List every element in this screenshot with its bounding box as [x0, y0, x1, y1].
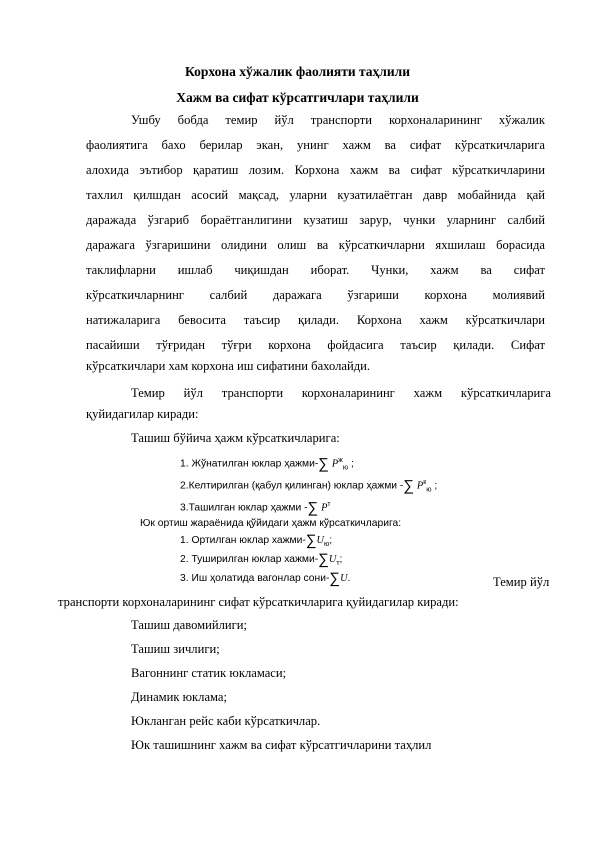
list-item: Динамик юклама; [131, 690, 228, 704]
paragraph-line: Темир йўл транспорти корхоналарининг хажм кўрсаткичларига [131, 386, 551, 400]
formula-line-3: 3.Ташилган юклар ҳажми -∑ $P^т$ [180, 499, 331, 517]
paragraph-line: Ушбу бобда темир йўл транспорти корхоналарининг хўжалик [131, 113, 545, 127]
paragraph-line: кўрсаткичларнинг салбий даражага ўзгариши корхона молиявий [86, 288, 545, 302]
section-title: Хажм ва сифат кўрсатгичлари таҳлили [176, 90, 419, 105]
formula-line-4: 1. Ортилган юклар хажми-$\sum U_ю$; [180, 532, 333, 549]
paragraph-line: таклифларни ишлаб чиқишдан иборат. Чунки, хажм ва сифат [86, 263, 545, 277]
list-item: Юкланган рейс каби кўрсаткичлар. [131, 714, 321, 728]
paragraph-line: кўрсаткичлари хам корхона иш сифатини бахолайди. [86, 359, 371, 373]
list-item: Ташиш давомийлиги; [131, 618, 248, 632]
formula-line-1: 1. Жўнатилган юклар ҳажми-∑ $P^ж_ю$ ; [180, 455, 354, 473]
formula-line-2: 2.Келтирилган (қабул қилинган) юклар ҳажми -∑ $P^к_ю$ ; [180, 477, 438, 495]
paragraph-line: даражага ўзгаришини олидини олиш ва кўрсаткичларни яхшилаш борасида [86, 238, 545, 252]
paragraph-line: қуйидагилар киради: [86, 407, 199, 421]
paragraph-line: даражада ўзгариб бораётганлигини кузатиш зарур, чунки уларнинг салбий [86, 213, 545, 227]
paragraph-line: алохида эътибор қаратиш лозим. Корхона хажм ва сифат кўрсаткичларини [86, 163, 545, 177]
paragraph-line: Юк ташишнинг хажм ва сифат кўрсатгичларини таҳлил [131, 738, 432, 752]
paragraph-line: транспорти корхоналарининг сифат кўрсаткичларига қуйидагилар киради: [58, 595, 459, 609]
formula-line-6: 3. Иш ҳолатида вагонлар сони-∑U. [180, 570, 351, 587]
list-item: Вагоннинг статик юкламаси; [131, 666, 287, 680]
list-item: Ташиш зичлиги; [131, 642, 220, 656]
paragraph-line: фаолиятига бахо берилар экан, унинг хажм ва сифат кўрсаткичларига [86, 138, 545, 152]
paragraph-line: пасайиши тўғридан тўғри корхона фойдасига таъсир қилади. Сифат [86, 338, 545, 352]
paragraph-line: Темир йўл [493, 575, 550, 589]
paragraph-line: натижаларига бевосита таъсир қилади. Корхона хажм кўрсаткичлари [86, 313, 545, 327]
page-title: Корхона хўжалик фаолияти таҳлили [184, 64, 411, 79]
paragraph-line: Ташиш бўйича ҳажм кўрсаткичларига: [131, 431, 340, 445]
formula-line-5: 2. Туширилган юклар хажми-$\sum U_т$; [180, 551, 343, 568]
paragraph-line: тахлил қилшдан асосий мақсад, уларни кузатилаётган давр мобайнида қай [86, 188, 545, 202]
formula-section-heading: Юк ортиш жараёнида қўйидаги ҳажм кўрсаткичларига: [140, 518, 402, 529]
